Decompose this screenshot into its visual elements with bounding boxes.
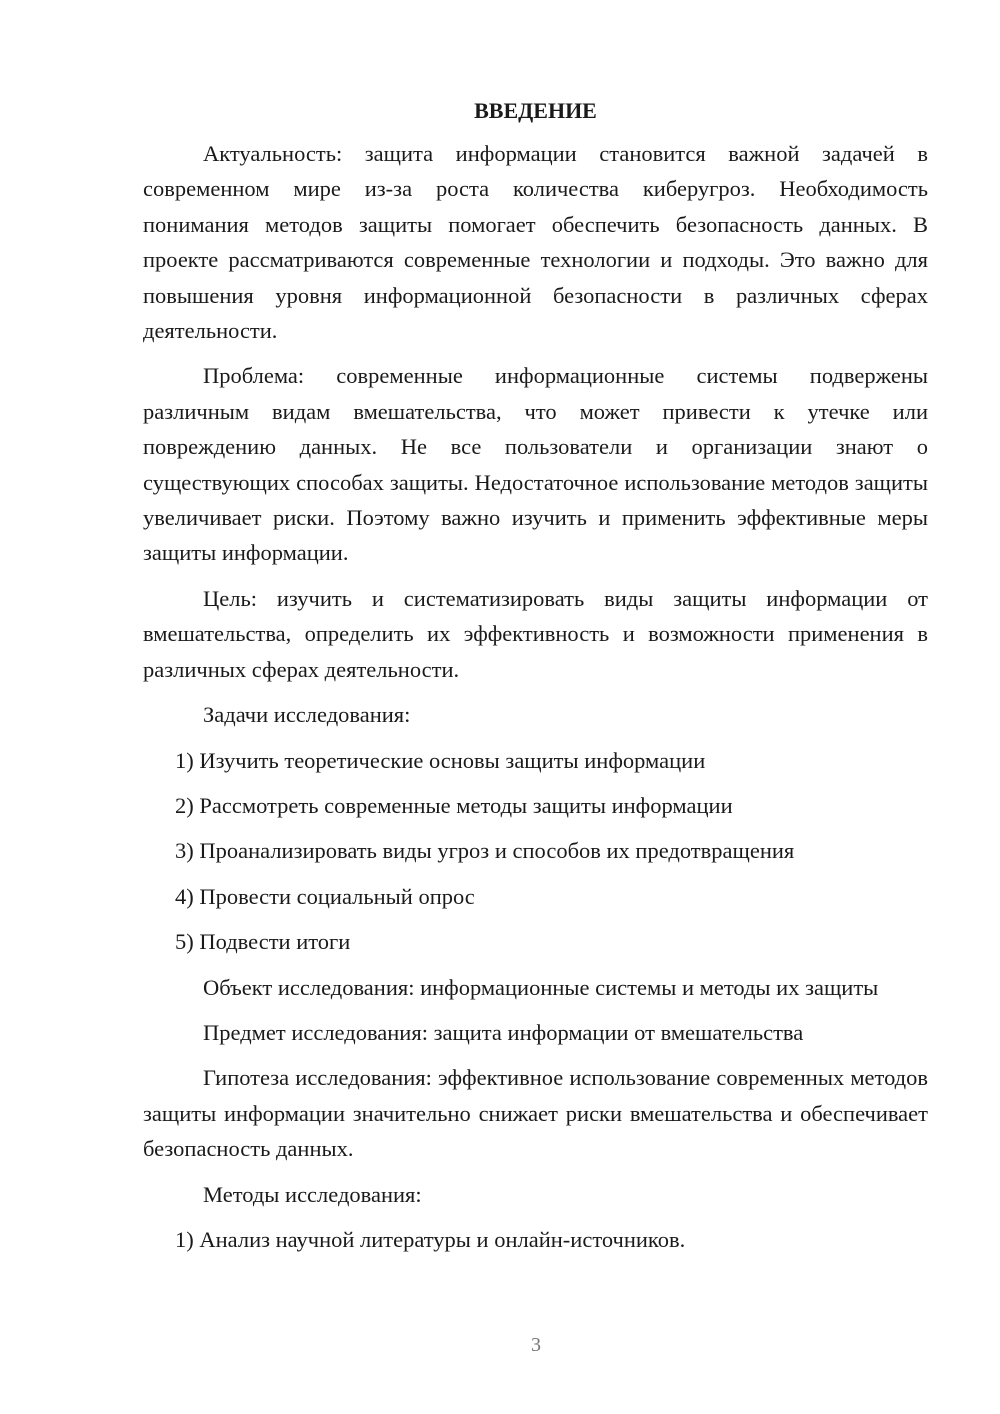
- tasks-list: [143, 743, 928, 960]
- document-page: [143, 92, 928, 1267]
- relevance-paragraph: Актуальность: защита информации становится важной задачей в современном мире из-за роста количества киберугроз. Необходимость понимания методов защиты помогает обеспечить безопасность данных. В проекте рассматриваются современные технологии и подходы. Это важно для повышения уровня информационной безопасности в различных сферах деятельности.: [143, 141, 928, 344]
- methods-list: [143, 1222, 928, 1257]
- tasks-heading: Задачи исследования:: [203, 702, 411, 728]
- subject-paragraph: Предмет исследования: защита информации от вмешательства: [203, 1019, 804, 1045]
- list-item: 4) Провести социальный опрос: [175, 883, 475, 909]
- object-paragraph: Объект исследования: информационные системы и методы их защиты: [203, 974, 879, 1000]
- list-item: 1) Изучить теоретические основы защиты информации: [175, 747, 706, 773]
- list-item: 5) Подвести итоги: [175, 929, 351, 955]
- hypothesis-paragraph: Гипотеза исследования: эффективное использование современных методов защиты информации значительно снижает риски вмешательства и обеспечивает безопасность данных.: [143, 1065, 928, 1162]
- list-item: 3) Проанализировать виды угроз и способов их предотвращения: [175, 838, 795, 864]
- list-item: 2) Рассмотреть современные методы защиты информации: [175, 792, 733, 818]
- page-number: 3: [531, 1334, 541, 1356]
- goal-paragraph: Цель: изучить и систематизировать виды защиты информации от вмешательства, определить их эффективность и возможности применения в различных сферах деятельности.: [143, 585, 928, 682]
- methods-heading: Методы исследования:: [203, 1181, 422, 1207]
- problem-paragraph: Проблема: современные информационные системы подвержены различным видам вмешательства, что может привести к утечке или повреждению данных. Не все пользователи и организации знают о существующих способах защиты. Недостаточное использование методов защиты увеличивает риски. Поэтому важно изучить и применить эффективные меры защиты информации.: [143, 363, 928, 566]
- page-title: ВВЕДЕНИЕ: [474, 98, 597, 123]
- list-item: 1) Анализ научной литературы и онлайн-источников.: [175, 1226, 686, 1252]
